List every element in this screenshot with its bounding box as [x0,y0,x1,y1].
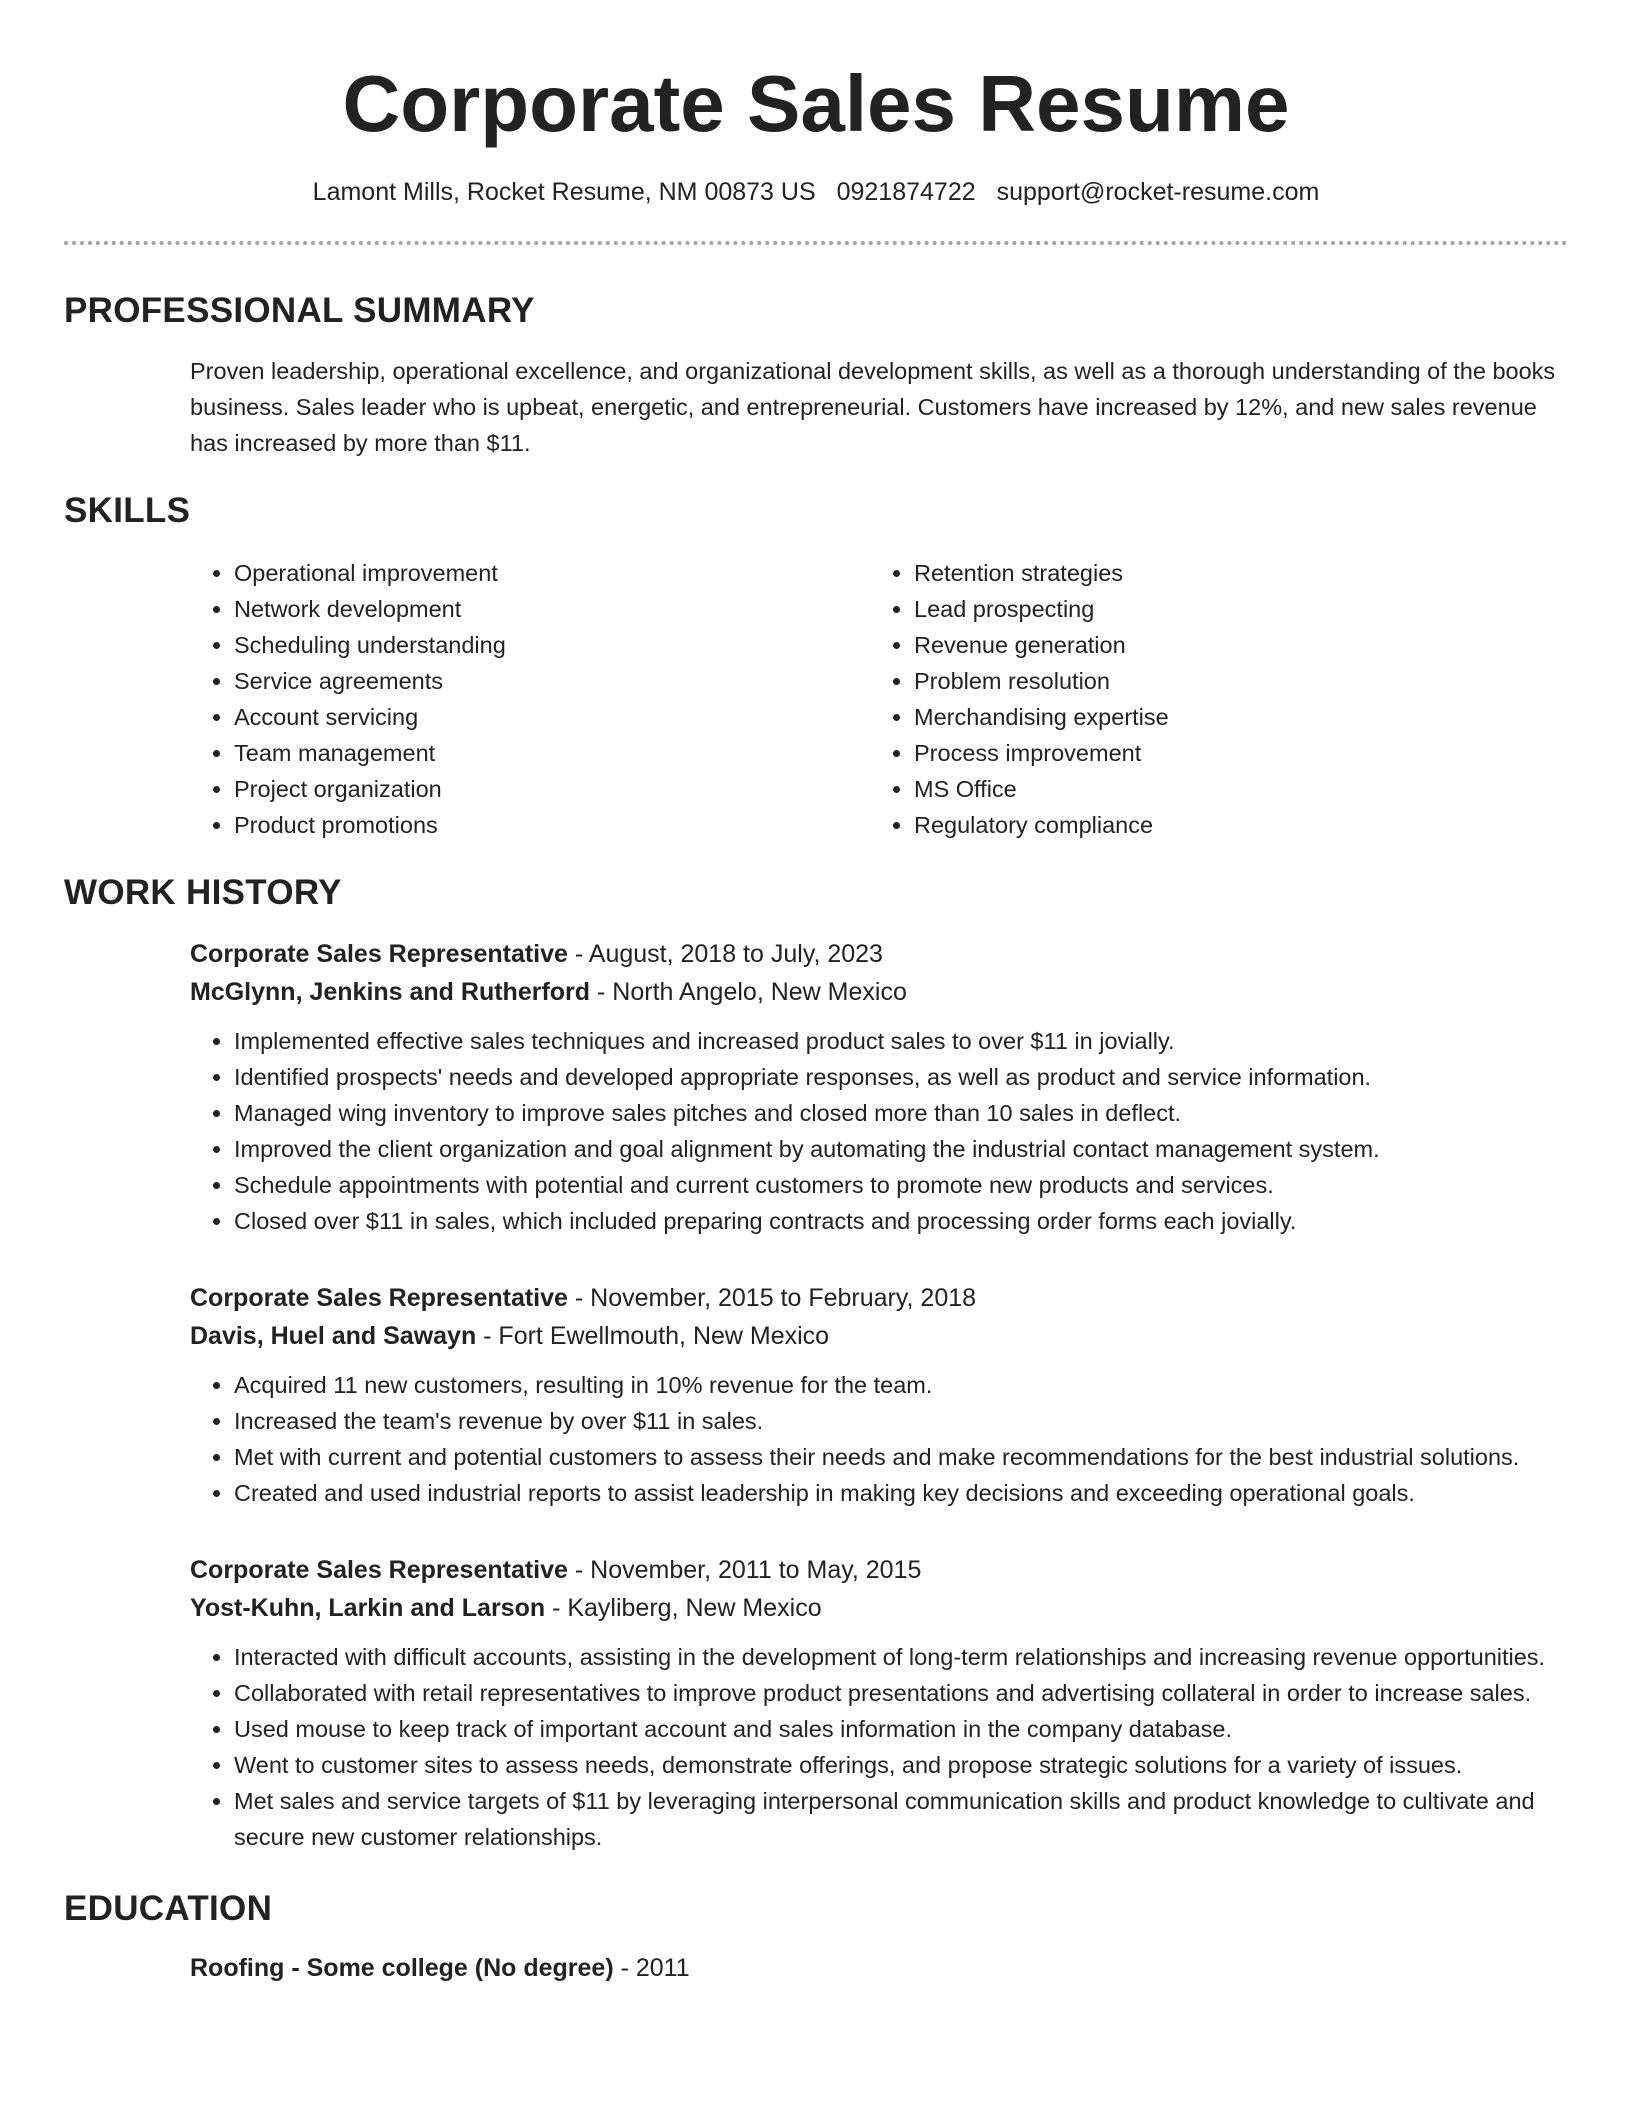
header-divider [64,241,1568,245]
job-company-line [190,973,1568,1011]
skill-item: • Problem resolution [914,663,1550,699]
education-heading: EDUCATION [64,1889,273,1928]
job-company: Yost-Kuhn, Larkin and Larson [190,1594,546,1622]
contact-email: support@rocket-resume.com [996,178,1320,206]
job-title: Corporate Sales Representative [190,1284,568,1312]
skill-item: • Process improvement [914,735,1550,771]
job-bullet: • Used mouse to keep track of important account and sales information in the company database. [234,1711,1568,1747]
job-location: - Fort Ewellmouth, New Mexico [476,1322,830,1350]
job-title: Corporate Sales Representative [190,940,568,968]
job-location: - North Angelo, New Mexico [590,978,907,1006]
job-bullet: • Implemented effective sales techniques and increased product sales to over $11 in jovially. [234,1023,1568,1059]
job-bullets [190,1367,1568,1511]
job-bullet: • Identified prospects' needs and developed appropriate responses, as well as product and service information. [234,1059,1568,1095]
job-bullets [190,1023,1568,1239]
job-title-line [190,1551,1568,1589]
education-year: - 2011 [613,1954,690,1982]
job-bullet: • Collaborated with retail representatives to improve product presentations and advertising collateral in order to increase sales. [234,1675,1568,1711]
job-bullet: • Acquired 11 new customers, resulting in 10% revenue for the team. [234,1367,1568,1403]
job-title-line [190,1279,1568,1317]
skills-section [64,491,1568,843]
work-history-section [64,873,1568,1855]
job-bullet: • Interacted with difficult accounts, assisting in the development of long-term relationships and increasing revenue opportunities. [234,1639,1568,1675]
job-bullet: • Created and used industrial reports to assist leadership in making key decisions and exceeding operational goals. [234,1475,1568,1511]
job-company: McGlynn, Jenkins and Rutherford [190,978,591,1006]
contact-line [64,178,1568,207]
job-dates: - November, 2015 to February, 2018 [567,1284,977,1312]
skill-item: • Lead prospecting [914,591,1550,627]
skill-item: • Team management [234,735,870,771]
skills-heading: SKILLS [64,491,191,530]
job-company-line [190,1317,1568,1355]
job-bullet: • Met sales and service targets of $11 by leveraging interpersonal communication skills and product knowledge to cultivate and secure new customer relationships. [234,1783,1568,1855]
summary-text: Proven leadership, operational excellence, and organizational development skills, as well as a thorough understanding of the books business. Sales leader who is upbeat, energetic, and entrepreneurial. Customers have increased by 12%, and new sales revenue has increased by more than $11. [190,358,1556,456]
job-bullets [190,1639,1568,1855]
job-bullet: • Closed over $11 in sales, which included preparing contracts and processing order forms each jovially. [234,1203,1568,1239]
skill-item: • MS Office [914,771,1550,807]
job-bullet: • Improved the client organization and goal alignment by automating the industrial contact management system. [234,1131,1568,1167]
contact-address: Lamont Mills, Rocket Resume, NM 00873 US [312,178,816,206]
skill-item: • Retention strategies [914,555,1550,591]
job-company: Davis, Huel and Sawayn [190,1322,477,1350]
contact-phone: 0921874722 [836,178,976,206]
job-bullet: • Met with current and potential customers to assess their needs and make recommendations for the best industrial solutions. [234,1439,1568,1475]
education-entry [64,1949,1568,1987]
job-entry [64,1279,1568,1511]
education-section [64,1889,1568,1987]
skill-item: • Operational improvement [234,555,870,591]
skill-item: • Account servicing [234,699,870,735]
skills-left-list [190,555,870,843]
skills-right-list [870,555,1550,843]
job-title: Corporate Sales Representative [190,1556,568,1584]
skill-item: • Network development [234,591,870,627]
skill-item: • Revenue generation [914,627,1550,663]
education-degree: Roofing - Some college (No degree) [190,1954,614,1982]
job-bullet: • Managed wing inventory to improve sales pitches and closed more than 10 sales in deflect. [234,1095,1568,1131]
job-location: - Kayliberg, New Mexico [545,1594,822,1622]
skill-item: • Scheduling understanding [234,627,870,663]
skill-item: • Service agreements [234,663,870,699]
job-company-line [190,1589,1568,1627]
skills-grid [64,555,1568,843]
skill-item: • Regulatory compliance [914,807,1550,843]
skill-item: • Merchandising expertise [914,699,1550,735]
summary-heading: PROFESSIONAL SUMMARY [64,291,535,330]
job-bullet: • Went to customer sites to assess needs, demonstrate offerings, and propose strategic solutions for a variety of issues. [234,1747,1568,1783]
job-dates: - November, 2011 to May, 2015 [567,1556,922,1584]
job-entry [64,1551,1568,1855]
work-history-heading: WORK HISTORY [64,873,342,912]
skill-item: • Product promotions [234,807,870,843]
job-bullet: • Increased the team's revenue by over $11 in sales. [234,1403,1568,1439]
skill-item: • Project organization [234,771,870,807]
job-dates: - August, 2018 to July, 2023 [567,940,883,968]
summary-section [64,291,1568,461]
page-title: Corporate Sales Resume [342,59,1290,148]
job-bullet: • Schedule appointments with potential and current customers to promote new products and services. [234,1167,1568,1203]
job-entry [64,935,1568,1239]
job-title-line [190,935,1568,973]
